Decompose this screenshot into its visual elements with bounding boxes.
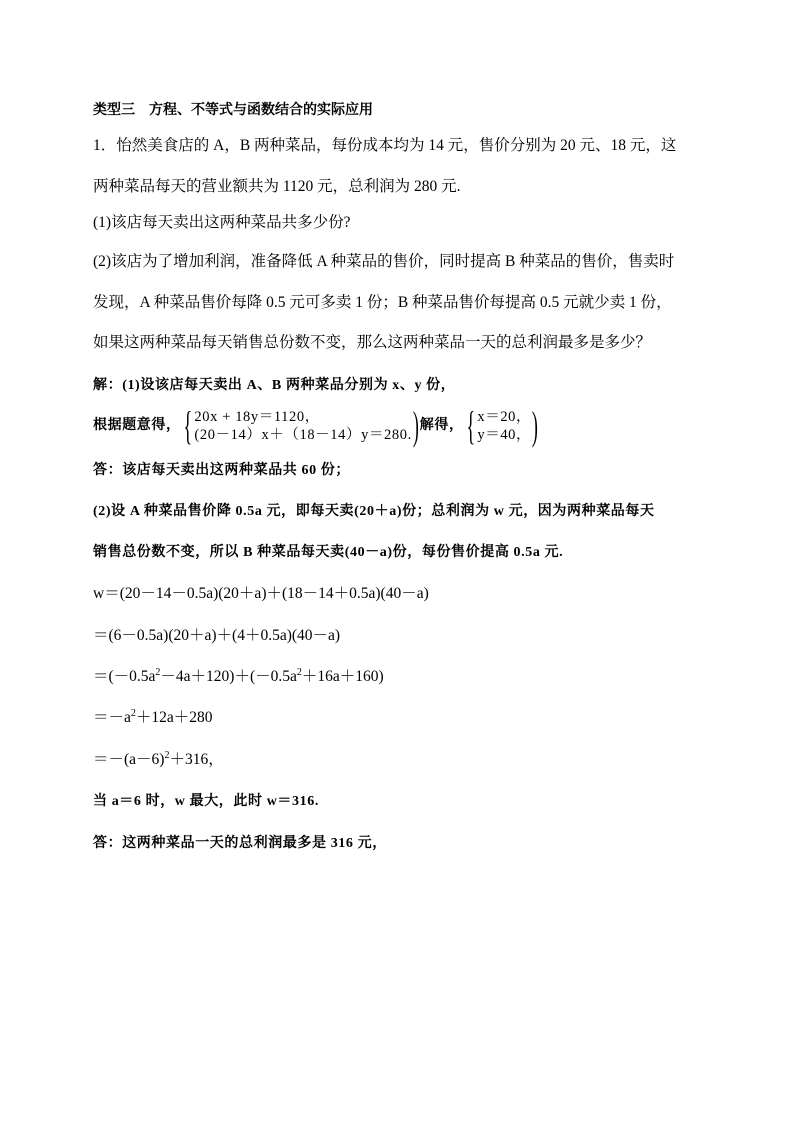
result-system [477, 408, 531, 444]
profit-equation-3: $=(-0.5a^2-4a+120)+(-0.5a^2+16a+160)$ [93, 667, 384, 685]
max-condition: 当 a＝6 时，w 最大，此时 w＝316. [93, 794, 319, 809]
question-2-line-1: (2)该店为了增加利润，准备降低 A 种菜品的售价，同时提高 B 种菜品的售价，售卖时 [93, 253, 675, 270]
result-right-brace: ) [531, 403, 539, 448]
solution-step-2-line-1: (2)设 A 种菜品售价降 0.5a 元，即每天卖(20＋a)份；总利润为 w 元，因为两种菜品每天 [93, 504, 655, 519]
equation-1: 20x + 18y＝1120， [194, 409, 320, 425]
profit-equation-5: $=-(a-6)^2+316$， [93, 750, 224, 768]
question-2-line-3: 如果这两种菜品每天销售总份数不变，那么这两种菜品一天的总利润最多是多少？ [93, 334, 652, 351]
problem-line-2: 两种菜品每天的营业额共为 1120 元，总利润为 280 元. [93, 178, 461, 195]
section-title: 类型三 方程、不等式与函数结合的实际应用 [93, 102, 373, 118]
answer-2: 答：这两种菜品一天的总利润最多是 316 元， [93, 836, 387, 851]
equation-system [194, 408, 411, 444]
question-1: (1)该店每天卖出这两种菜品共多少份? [93, 214, 351, 231]
solution-step-1: 解：(1)设该店每天卖出 A、B 两种菜品分别为 x、y 份， [93, 378, 456, 393]
question-2-line-2: 发现，A 种菜品售价每降 0.5 元可多卖 1 份；B 种菜品售价每提高 0.5 元就少卖 1 份， [93, 294, 672, 311]
equation-2: (20－14）x＋（18－14）y＝280. [194, 427, 412, 443]
solve-label: 解得， [419, 418, 464, 434]
result-left-brace: { [466, 403, 475, 448]
result-x: x＝20， [477, 409, 532, 425]
result-y: y＝40， [477, 427, 532, 443]
right-brace: ) [412, 403, 419, 448]
solution-step-2-line-2: 销售总份数不变，所以 B 种菜品每天卖(40－a)份，每份售价提高 0.5a 元. [93, 545, 564, 560]
answer-1: 答：该店每天卖出这两种菜品共 60 份； [93, 463, 350, 478]
system-intro: 根据题意得， [93, 418, 181, 434]
left-brace: { [183, 403, 192, 448]
problem-line-1: 1．怡然美食店的 A，B 两种菜品，每份成本均为 14 元，售价分别为 20 元、18 元，这 [93, 137, 677, 154]
equation-system-line [93, 403, 539, 448]
profit-equation-4: $=-a^2+12a+280$ [93, 708, 213, 726]
profit-equation-2: ＝(6－0.5a)(20＋a)＋(4＋0.5a)(40－a) [93, 627, 341, 644]
profit-equation-1: w＝(20－14－0.5a)(20＋a)＋(18－14＋0.5a)(40－a) [93, 585, 429, 602]
